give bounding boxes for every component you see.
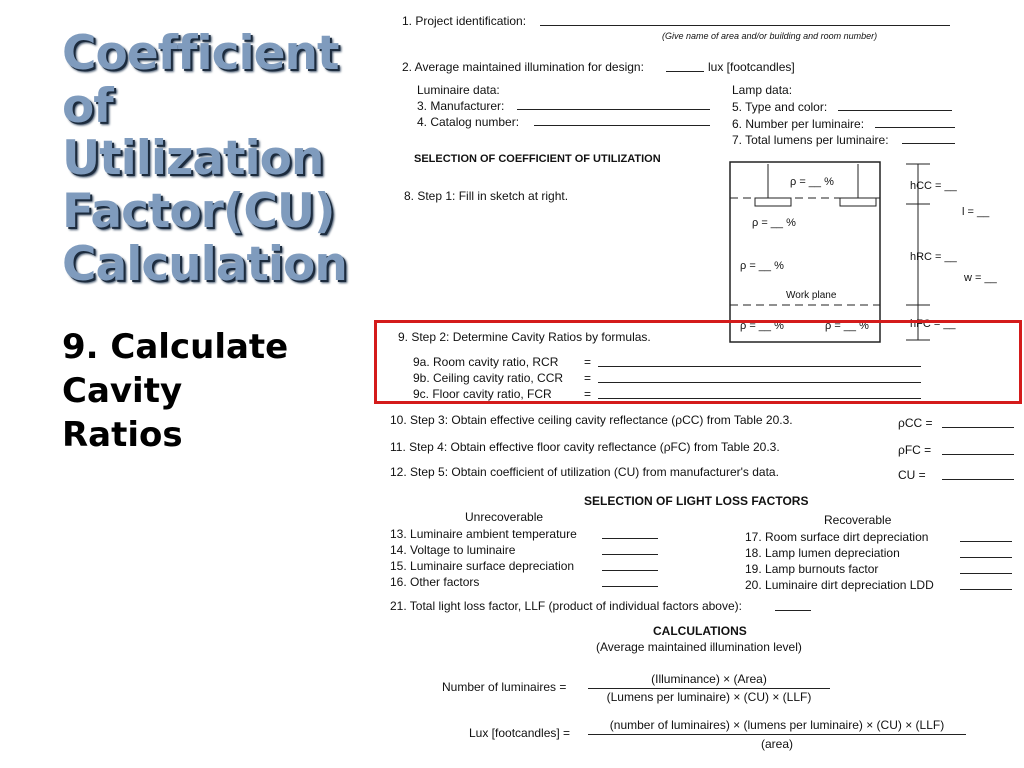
rho-cc-line [942,427,1014,428]
factor-20-line [960,589,1012,590]
subtitle-line-1: 9. Calculate [62,327,289,367]
rho-wall-upper: ρ = __ % [752,217,796,229]
subtitle-line-3: Ratios [62,415,183,456]
step3-text: 10. Step 3: Obtain effective ceiling cavity reflectance (ρCC) from Table 20.3. [390,413,793,427]
title-line-4: Calculation [62,236,347,292]
rho-floor: ρ = __ % [825,320,869,332]
title-line-1: Coefficient of [62,26,339,134]
lux-numerator: (number of luminaires) × (lumens per luminaire) × (CU) × (LLF) [609,718,945,732]
factor-14: 14. Voltage to luminaire [390,543,516,557]
cu-line [942,479,1014,480]
rho-floor-wall: ρ = __ % [740,320,784,332]
work-plane-label: Work plane [786,290,837,301]
manufacturer-label: 3. Manufacturer: [417,99,505,113]
catalog-line [534,125,710,126]
section-heading-llf: SELECTION OF LIGHT LOSS FACTORS [584,494,809,508]
project-id-line [540,25,950,26]
hcc-label: hCC = __ [910,180,957,192]
rho-fc-label: ρFC = [898,443,932,457]
factor-19: 19. Lamp burnouts factor [745,562,879,576]
step4-text: 11. Step 4: Obtain effective floor cavity reflectance (ρFC) from Table 20.3. [390,440,780,454]
factor-17: 17. Room surface dirt depreciation [745,530,929,544]
lux-denominator: (area) [760,737,793,751]
factor-17-line [960,541,1012,542]
factor-13: 13. Luminaire ambient temperature [390,527,577,541]
title-line-3: Factor(CU) [62,183,335,239]
num-luminaires-numerator: (Illuminance) × (Area) [651,672,767,686]
rho-fc-line [942,454,1014,455]
room-cavity-sketch [728,160,1018,345]
section-heading-cu: SELECTION OF COEFFICIENT OF UTILIZATION [414,153,661,165]
total-lumens-line [902,143,955,144]
factor-21: 21. Total light loss factor, LLF (product of individual factors above): [390,599,742,613]
type-color-line [838,110,952,111]
calculations-heading: CALCULATIONS [653,624,747,638]
recoverable-heading: Recoverable [824,513,892,527]
project-id-label: 1. Project identification: [402,14,527,28]
num-luminaires-denominator: (Lumens per luminaire) × (CU) × (LLF) [606,690,812,704]
factor-15: 15. Luminaire surface depreciation [390,559,575,573]
factor-20: 20. Luminaire dirt depreciation LDD [745,578,934,592]
number-per-label: 6. Number per luminaire: [732,117,865,131]
width-label: w = __ [964,272,997,284]
manufacturer-line [517,109,710,110]
num-luminaires-label: Number of luminaires = [442,680,567,694]
rcr-eq: = [584,355,592,369]
factor-21-line [775,610,811,611]
ccr-eq: = [584,371,592,385]
factor-16: 16. Other factors [390,575,480,589]
factor-14-line [602,554,658,555]
fcr-label: 9c. Floor cavity ratio, FCR [413,387,552,401]
project-id-hint: (Give name of area and/or building and room number) [662,31,878,41]
factor-16-line [602,586,658,587]
step2-text: 9. Step 2: Determine Cavity Ratios by formulas. [398,330,651,344]
num-luminaires-fraction-bar [588,688,830,689]
catalog-label: 4. Catalog number: [417,115,520,129]
cu-label: CU = [898,468,926,482]
type-color-label: 5. Type and color: [732,100,828,114]
step5-text: 12. Step 5: Obtain coefficient of utilization (CU) from manufacturer's data. [390,465,779,479]
step2-highlight-box [374,320,1022,404]
avg-illum-line [666,71,704,72]
subtitle-line-2: Cavity [62,371,183,412]
factor-18: 18. Lamp lumen depreciation [745,546,900,560]
hrc-label: hRC = __ [910,251,957,263]
luminaire-data-heading: Luminaire data: [417,83,500,97]
factor-19-line [960,573,1012,574]
rho-cc-label: ρCC = [898,416,933,430]
fcr-eq: = [584,387,592,401]
length-label: l = __ [962,206,990,218]
rho-ceiling: ρ = __ % [790,176,834,188]
title-line-2: Utilization [62,131,324,187]
hfc-label: hFC = __ [910,318,956,330]
rcr-label: 9a. Room cavity ratio, RCR [413,355,559,369]
total-lumens-label: 7. Total lumens per luminaire: [732,133,889,147]
avg-illum-label: 2. Average maintained illumination for design: [402,60,644,74]
step1-text: 8. Step 1: Fill in sketch at right. [404,189,569,203]
lamp-data-heading: Lamp data: [732,83,793,97]
factor-18-line [960,557,1012,558]
rho-wall: ρ = __ % [740,260,784,272]
number-per-line [875,127,955,128]
avg-illum-unit: lux [footcandles] [708,60,795,74]
ccr-label: 9b. Ceiling cavity ratio, CCR [413,371,564,385]
lux-fraction-bar [588,734,966,735]
unrecoverable-heading: Unrecoverable [465,510,544,524]
lux-label: Lux [footcandles] = [469,726,571,740]
calculations-subheading: (Average maintained illumination level) [596,640,802,654]
factor-13-line [602,538,658,539]
factor-15-line [602,570,658,571]
